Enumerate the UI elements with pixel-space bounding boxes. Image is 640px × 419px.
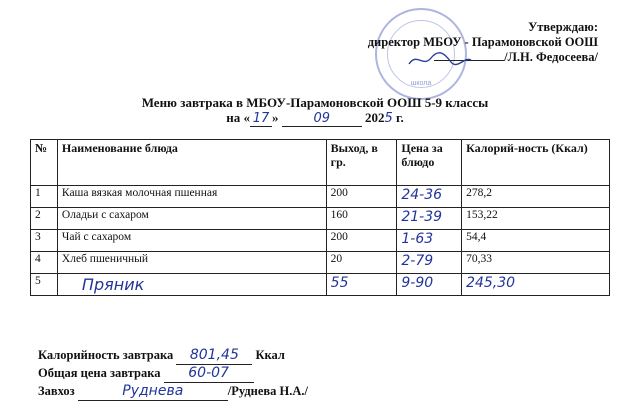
row-price: 9-90 — [397, 274, 462, 296]
table-row — [31, 230, 610, 252]
row-weight: 160 — [326, 208, 397, 230]
title-date-line — [105, 110, 525, 127]
director-signature-icon — [405, 50, 475, 70]
summary-manager — [38, 383, 308, 401]
row-weight: 200 — [326, 230, 397, 252]
header-price: Цена за блюдо — [397, 140, 462, 186]
approval-heading: Утверждаю: — [528, 20, 598, 34]
table-row — [31, 186, 610, 208]
approval-position: директор МБОУ - Парамоновской ООШ — [367, 35, 598, 49]
manager-label: Завхоз — [38, 384, 75, 398]
header-name: Наименование блюда — [57, 140, 326, 186]
document-title — [105, 95, 525, 127]
row-num: 3 — [31, 230, 58, 252]
row-kcal: 70,33 — [462, 252, 610, 274]
manager-signature: Руднева — [78, 383, 228, 401]
menu-table — [30, 139, 610, 296]
row-name: Пряник — [57, 274, 326, 296]
row-num: 5 — [31, 274, 58, 296]
date-prefix: на « — [226, 110, 251, 125]
calorie-label: Калорийность завтрака — [38, 348, 174, 362]
summary-price — [38, 365, 308, 383]
price-label: Общая цена завтрака — [38, 366, 161, 380]
row-num: 4 — [31, 252, 58, 274]
header-num: № — [31, 140, 58, 186]
date-day-close: » — [272, 110, 279, 125]
header-kcal: Калорий-ность (Ккал) — [462, 140, 610, 186]
table-row — [31, 208, 610, 230]
row-name: Чай с сахаром — [57, 230, 326, 252]
approval-signature-name: /Л.Н. Федосеева/ — [504, 50, 598, 64]
row-price: 24-36 — [397, 186, 462, 208]
manager-name: /Руднева Н.А./ — [227, 384, 309, 398]
row-price: 21-39 — [397, 208, 462, 230]
row-num: 2 — [31, 208, 58, 230]
row-kcal: 278,2 — [462, 186, 610, 208]
price-value: 60-07 — [164, 365, 254, 383]
summary-block — [38, 347, 308, 401]
table-header-row — [31, 140, 610, 186]
stamp-text: школа — [410, 80, 432, 87]
row-kcal: 153,22 — [462, 208, 610, 230]
row-kcal: 245,30 — [462, 274, 610, 296]
title-line1: Меню завтрака в МБОУ-Парамоновской ООШ 5-9 классы — [141, 95, 489, 110]
date-month: 09 — [282, 111, 362, 127]
row-weight: 55 — [326, 274, 397, 296]
calorie-value: 801,45 — [176, 347, 252, 365]
row-weight: 20 — [326, 252, 397, 274]
table-row — [31, 274, 610, 296]
row-name: Каша вязкая молочная пшенная — [57, 186, 326, 208]
date-year-prefix: 202 — [365, 110, 385, 125]
date-year-digit: 5 — [384, 111, 393, 126]
calorie-unit: Ккал — [255, 348, 285, 362]
summary-calories — [38, 347, 308, 365]
row-price: 1-63 — [397, 230, 462, 252]
row-name: Оладьи с сахаром — [57, 208, 326, 230]
row-price: 2-79 — [397, 252, 462, 274]
date-suffix: г. — [396, 110, 404, 125]
date-day: 17 — [250, 111, 272, 127]
header-weight: Выход, в гр. — [326, 140, 397, 186]
table-row — [31, 252, 610, 274]
row-kcal: 54,4 — [462, 230, 610, 252]
row-weight: 200 — [326, 186, 397, 208]
row-name: Хлеб пшеничный — [57, 252, 326, 274]
row-num: 1 — [31, 186, 58, 208]
